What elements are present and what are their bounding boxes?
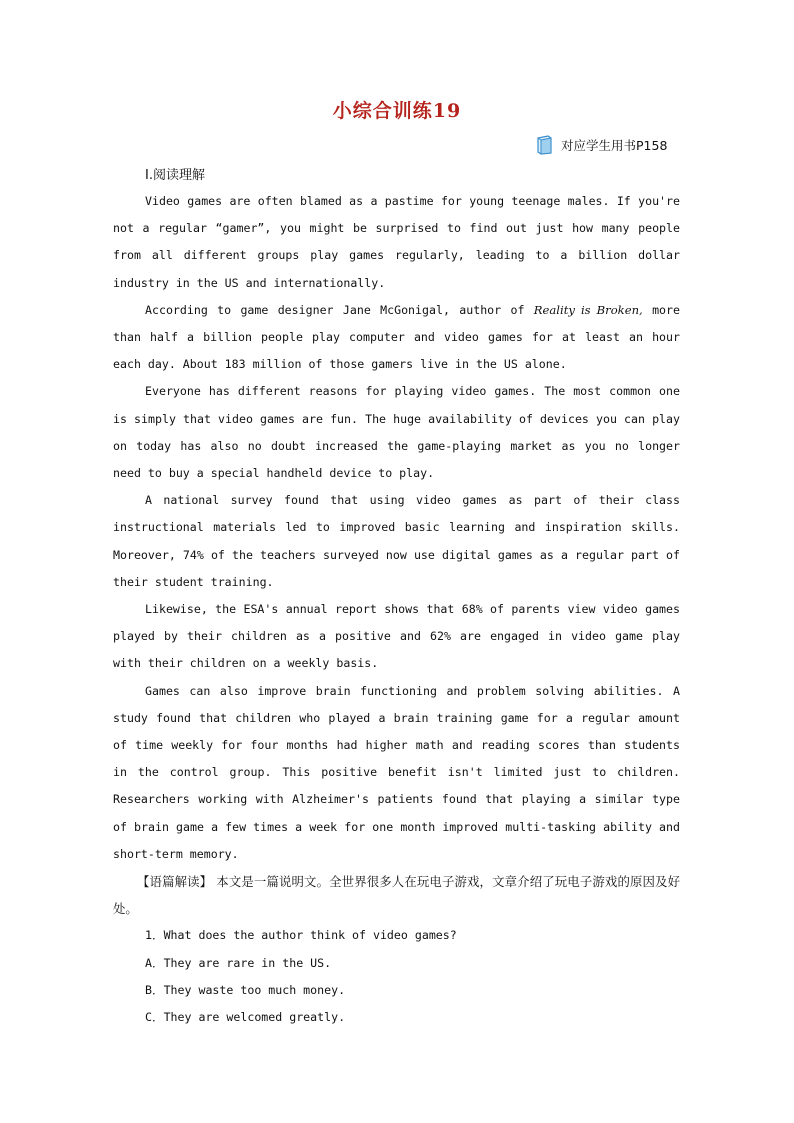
paragraph-2-before: According to game designer Jane McGonigal, author of [145,302,534,317]
question-stem: 1．What does the author think of video games? [145,928,457,943]
paragraph-6: Games can also improve brain functioning and problem solving abilities. A study found that children who played a brain training game for a regular amount of time weekly for four months had higher math and reading scores than students in the control group. This positive benefit isn't limited just to children. Researchers working with Alzheimer's patients found that playing a similar type of brain game a few times a week for one month improved multi-tasking ability and short-term memory. [113,683,680,861]
paragraph-1: Video games are often blamed as a pastime for young teenage males. If you're not a regular “gamer”, you might be surprised to find out just how many people from all different groups play games regularly, leading to a billion dollar industry in the US and internationally. [113,194,680,290]
analysis-tag: 【语篇解读】 [137,874,213,890]
paragraph-3: Everyone has different reasons for playing video games. The most common one is simply that video games are fun. The huge availability of devices you can play on today has also no doubt increased the game-playing market as you no longer need to buy a special handheld device to play. [113,384,680,481]
option-a: A．They are rare in the US. [145,955,332,970]
book-reference-text: 对应学生用书P158 [561,138,668,153]
paragraph-4: A national survey found that using video games as part of their class instructional materials led to improved basic learning and inspiration skills. Moreover, 74% of the teachers surveyed now use digital games as a regular part of their student training. [113,493,680,589]
book-icon [536,135,553,155]
book-reference [536,134,667,156]
passage-analysis [113,868,680,922]
page-title: 小综合训练19 [332,100,462,122]
paragraph-5: Likewise, the ESA's annual report shows that 68% of parents view video games played by their children as a positive and 62% are engaged in video game play with their children on a weekly basis. [113,602,680,671]
paragraph-2-after: more than half a billion people play computer and video games for at least an hour each day. About 183 million of those gamers live in the US alone. [113,302,680,372]
section-heading: Ⅰ.阅读理解 [145,168,205,183]
analysis-text: 本文是一篇说明文。全世界很多人在玩电子游戏，文章介绍了玩电子游戏的原因及好处。 [113,874,680,917]
option-b: B．They waste too much money. [145,982,346,997]
reading-passage [113,188,680,1031]
paragraph-2 [113,297,680,379]
option-c: C．They are welcomed greatly. [145,1010,346,1025]
book-title-italic: Reality is Broken, [533,302,643,317]
